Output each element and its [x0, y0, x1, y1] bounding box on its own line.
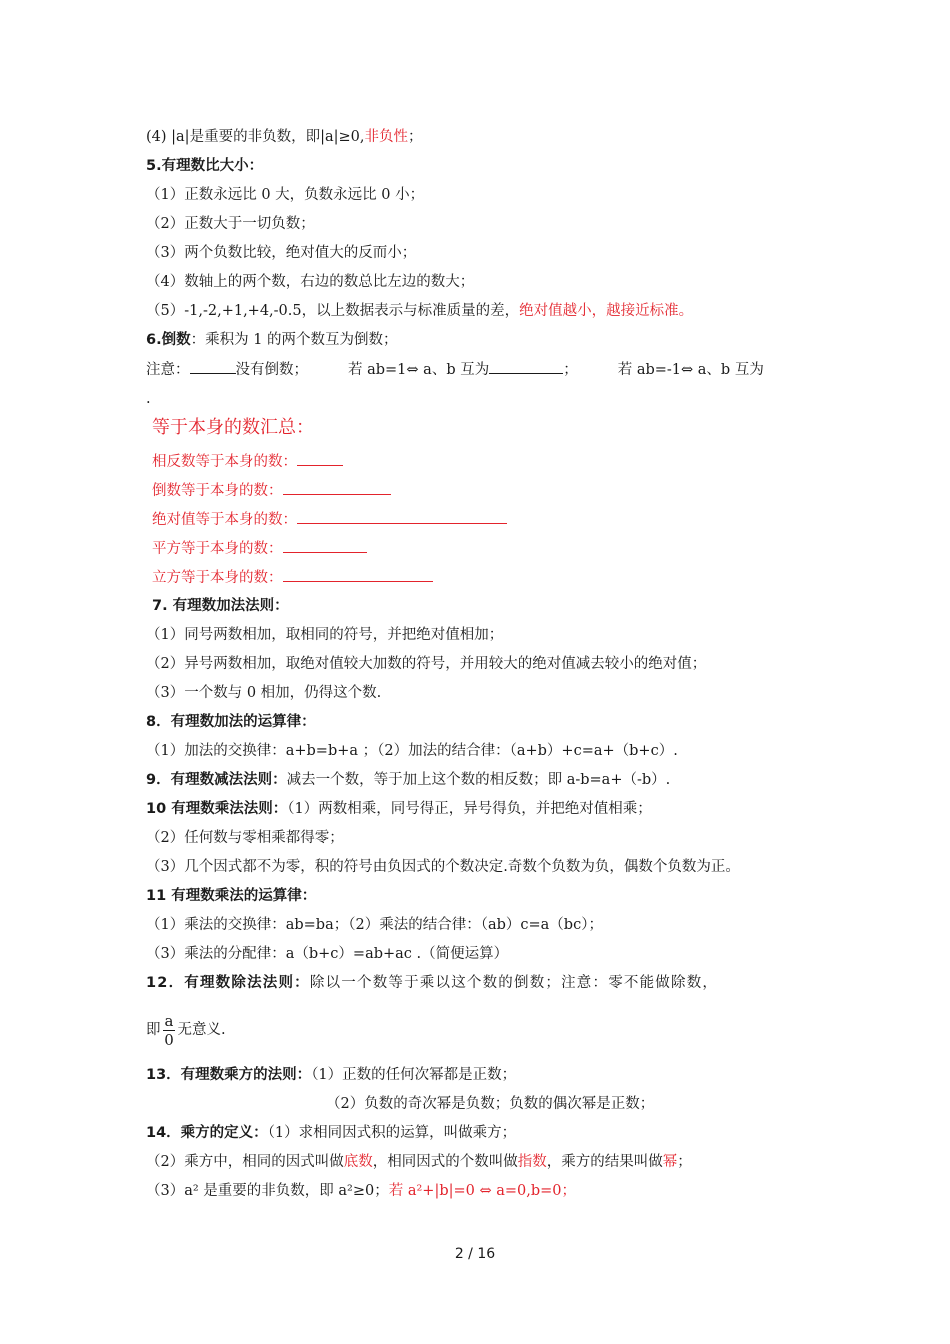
s14-item-2-text-c: ，相同因式的个数叫做: [372, 1154, 518, 1170]
abs-nonneg-line: [146, 127, 422, 147]
s12-fraction-line: [146, 1010, 226, 1050]
summary-item-1: [152, 451, 343, 472]
section-12-line: [146, 973, 718, 993]
punct: ；: [563, 362, 578, 378]
s5-item-5-text: （5）-1,-2,+1,+4,-0.5，以上数据表示与标准质量的差，: [146, 303, 520, 319]
s7-item-1: （1）同号两数相加，取相同的符号，并把绝对值相加；: [146, 627, 504, 643]
base-highlight: 底数: [343, 1154, 373, 1170]
s6-note-text: 没有倒数；: [235, 362, 308, 378]
summary-item-5: [152, 567, 433, 588]
section-8-title: 8．有理数加法的运算律：: [146, 714, 316, 730]
s13-item-1: （1）正数的任何次幂都是正数；: [311, 1067, 517, 1083]
s14-item-2-text-e: ，乘方的结果叫做: [546, 1154, 663, 1170]
summary-item-2-text: 倒数等于本身的数：: [152, 483, 283, 499]
s6-dot: .: [146, 391, 151, 407]
s5-item-5: [146, 301, 693, 321]
blank-underline: [283, 538, 367, 553]
s14-item-2: [146, 1152, 692, 1172]
s12-text: 除以一个数等于乘以这个数的倒数；注意：零不能做除数，: [309, 975, 719, 991]
fraction-a-over-0: [163, 1012, 176, 1049]
section-10-line: [146, 799, 652, 819]
section-12-title: 12．有理数除法法则：: [146, 975, 310, 991]
s7-item-3: （3）一个数与 0 相加，仍得这个数.: [146, 685, 382, 701]
blank-underline: [283, 480, 391, 495]
s6-note-cond2: 若 ab=-1⇔ a、b 互为: [617, 362, 764, 378]
summary-item-2: [152, 480, 391, 501]
s7-item-2: （2）异号两数相加，取绝对值较大加数的符号，并用较大的绝对值减去较小的绝对值；: [146, 656, 707, 672]
s14-item-1: （1）求相同因式积的运算，叫做乘方；: [267, 1125, 517, 1141]
s6-note-cond1: 若 ab=1⇔ a、b 互为: [348, 362, 490, 378]
s8-item-1: （1）加法的交换律：a+b=b+a ；（2）加法的结合律：（a+b）+c=a+（b+c）.: [146, 743, 678, 759]
blank-underline: [283, 567, 433, 582]
blank-underline: [190, 359, 236, 374]
fraction-denominator: 0: [164, 1030, 174, 1049]
blank-underline: [297, 451, 343, 466]
section-14-title: 14．乘方的定义：: [146, 1125, 268, 1141]
blank-underline: [297, 509, 507, 524]
s11-item-2: （3）乘法的分配律：a（b+c）=ab+ac .（简便运算）: [146, 946, 509, 962]
s10-item-1: （1）两数相乘，同号得正，异号得负，并把绝对值相乘；: [287, 801, 652, 817]
s5-item-5-highlight: 绝对值越小，越接近标准。: [519, 303, 694, 319]
abs-text: (4) |a|是重要的非负数，即|a|≥0,: [146, 129, 365, 145]
s10-item-2: （2）任何数与零相乘都得零；: [146, 830, 344, 846]
s6-note-label: 注意：: [146, 362, 190, 378]
blank-underline: [489, 359, 563, 374]
summary-item-3: [152, 509, 507, 530]
punct: ；: [407, 129, 423, 145]
s5-item-4: （4）数轴上的两个数，右边的数总比左边的数大；: [146, 274, 475, 290]
s14-item-3-text: （3）a² 是重要的非负数，即 a²≥0；: [146, 1183, 389, 1199]
section-7-title: 7. 有理数加法法则：: [152, 598, 289, 614]
section-10-title: 10 有理数乘法法则：: [146, 801, 288, 817]
s12-pre: 即: [146, 1022, 161, 1038]
page-number: 2 / 16: [454, 1246, 496, 1262]
summary-item-3-text: 绝对值等于本身的数：: [152, 512, 297, 528]
section-9-title: 9．有理数减法法则：: [146, 772, 287, 788]
summary-item-4: [152, 538, 367, 559]
section-6-title: 6.倒数: [146, 332, 191, 348]
summary-item-1-text: 相反数等于本身的数：: [152, 454, 297, 470]
section-11-title: 11 有理数乘法的运算律：: [146, 888, 317, 904]
power-highlight: 幂: [662, 1154, 678, 1170]
s6-note-line: [146, 359, 764, 380]
section-6-line: [146, 330, 398, 350]
summary-item-4-text: 平方等于本身的数：: [152, 541, 283, 557]
section-9-line: [146, 770, 670, 790]
s10-item-3: （3）几个因式都不为零，积的符号由负因式的个数决定.奇数个负数为负，偶数个负数为正。: [146, 859, 740, 875]
summary-title: 等于本身的数汇总：: [152, 417, 314, 438]
section-14-line: [146, 1123, 516, 1143]
s6-definition: ：乘积为 1 的两个数互为倒数；: [190, 332, 398, 348]
summary-item-5-text: 立方等于本身的数：: [152, 570, 283, 586]
s13-item-2: （2）负数的奇次幂是负数；负数的偶次幂是正数；: [326, 1096, 655, 1112]
nonneg-highlight: 非负性: [364, 129, 408, 145]
s14-item-2-text-a: （2）乘方中，相同的因式叫做: [146, 1154, 344, 1170]
punct: ；: [677, 1154, 692, 1170]
s14-item-3: [146, 1181, 576, 1201]
exponent-highlight: 指数: [517, 1154, 547, 1170]
s11-item-1: （1）乘法的交换律：ab=ba；（2）乘法的结合律：（ab）c=a（bc）；: [146, 917, 603, 933]
section-13-title: 13．有理数乘方的法则：: [146, 1067, 312, 1083]
s5-item-2: （2）正数大于一切负数；: [146, 216, 315, 232]
s14-item-3-highlight: 若 a²+|b|=0 ⇔ a=0,b=0；: [388, 1183, 577, 1199]
s5-item-3: （3）两个负数比较，绝对值大的反而小；: [146, 245, 417, 261]
s9-text: 减去一个数，等于加上这个数的相反数；即 a-b=a+（-b）.: [286, 772, 671, 788]
s5-item-1: （1）正数永远比 0 大，负数永远比 0 小；: [146, 187, 425, 203]
s12-post: 无意义.: [177, 1022, 226, 1038]
fraction-numerator: a: [164, 1011, 174, 1030]
section-5-title: 5.有理数比大小：: [146, 158, 264, 174]
section-13-line: [146, 1065, 516, 1085]
